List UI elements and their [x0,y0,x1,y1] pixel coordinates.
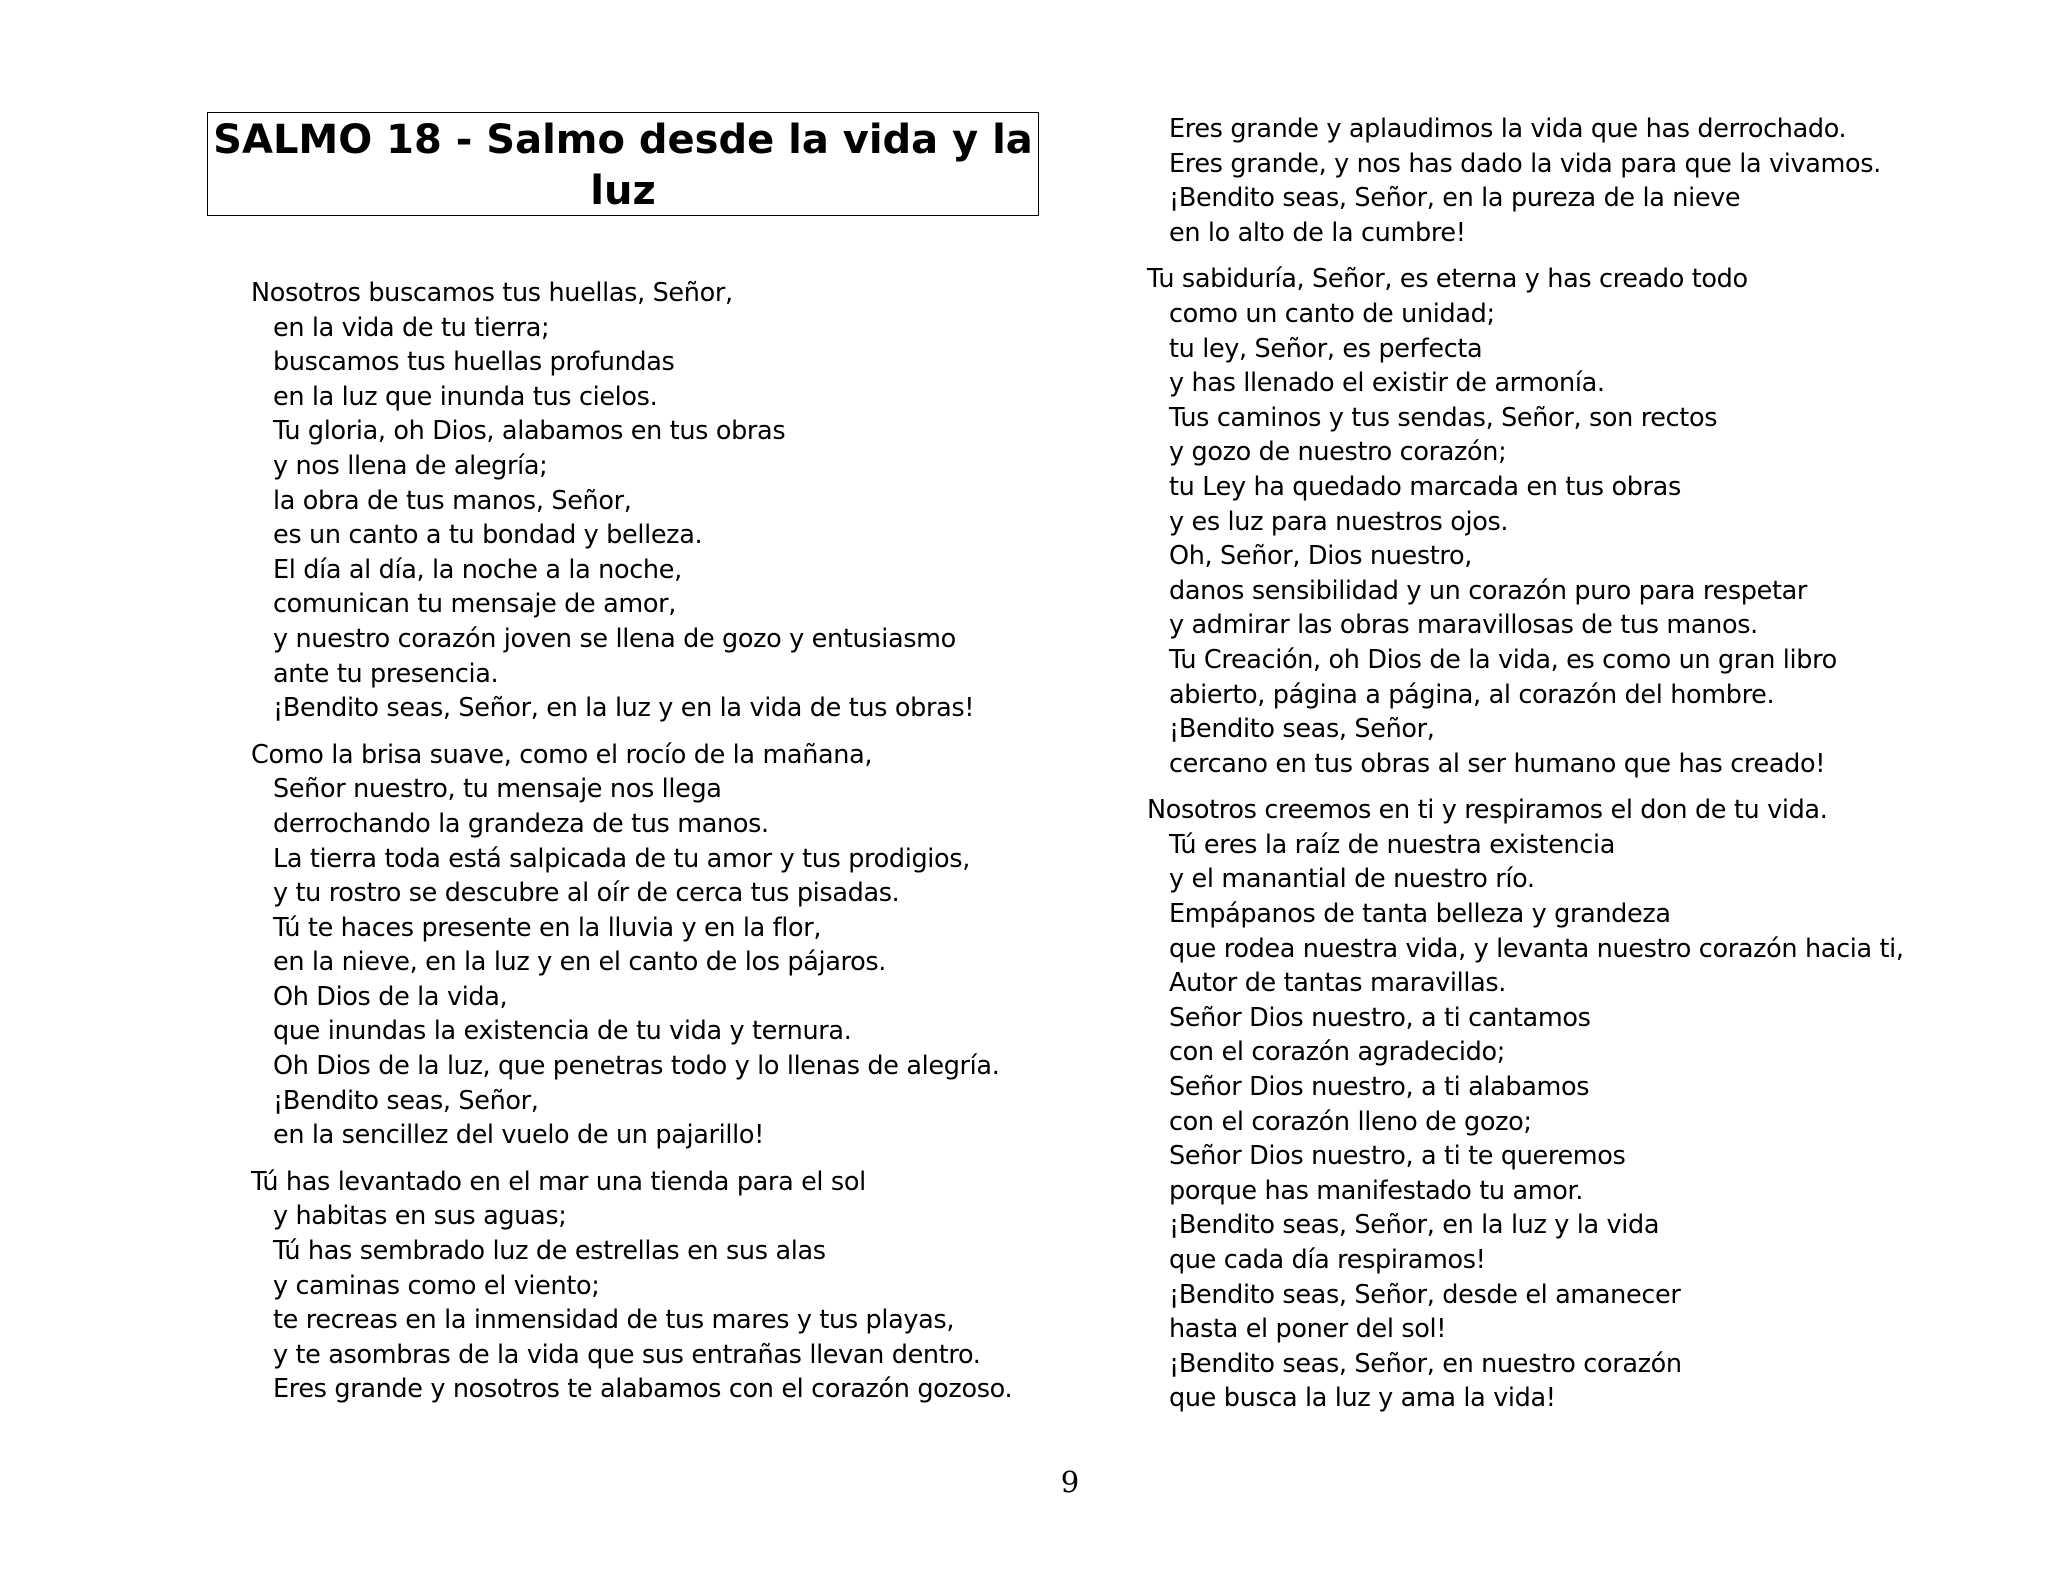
verse-line: que rodea nuestra vida, y levanta nuestro corazón hacia ti, [1169,933,1904,964]
left-column [251,276,1012,1419]
verse-line: hasta el poner del sol! [1169,1314,1447,1345]
verse-line: Tu Creación, oh Dios de la vida, es como un gran libro [1169,644,1837,675]
verse-line: Tú has levantado en el mar una tienda para el sol [251,1166,866,1197]
verse-line: Señor Dios nuestro, a ti te queremos [1169,1141,1626,1172]
page-number: 9 [1060,1465,1080,1499]
verse-line: Nosotros creemos en ti y respiramos el don de tu vida. [1147,795,1828,826]
verse-line: Nosotros buscamos tus huellas, Señor, [251,278,733,308]
verse-line: Tú te haces presente en la lluvia y en la flor, [273,912,822,943]
verse-line: La tierra toda está salpicada de tu amor y tus prodigios, [273,843,970,874]
verse-line: es un canto a tu bondad y belleza. [273,520,703,551]
verse-line: y has llenado el existir de armonía. [1169,368,1605,399]
left-stanza-1 [251,276,1012,726]
verse-line: y nos llena de alegría; [273,450,548,481]
verse-line: Empápanos de tanta belleza y grandeza [1169,899,1671,930]
verse-line: danos sensibilidad y un corazón puro para respetar [1169,575,1808,606]
verse-line: Señor nuestro, tu mensaje nos llega [273,774,722,805]
verse-line: Como la brisa suave, como el rocío de la mañana, [251,739,873,770]
verse-line: Señor Dios nuestro, a ti alabamos [1169,1072,1590,1103]
verse-line: tu Ley ha quedado marcada en tus obras [1169,471,1681,502]
verse-line: Autor de tantas maravillas. [1169,968,1507,999]
verse-line: Eres grande, y nos has dado la vida para que la vivamos. [1169,148,1881,179]
left-stanza-2 [251,738,1012,1153]
verse-line: Eres grande y nosotros te alabamos con el corazón gozoso. [273,1374,1013,1405]
verse-line: y admirar las obras maravillosas de tus manos. [1169,610,1758,641]
verse-line: en la vida de tu tierra; [273,312,550,343]
verse-line: que inundas la existencia de tu vida y ternura. [273,1016,852,1047]
verse-line: derrochando la grandeza de tus manos. [273,808,769,839]
verse-line: tu ley, Señor, es perfecta [1169,333,1483,364]
verse-line: que cada día respiramos! [1169,1245,1486,1275]
verse-line: Tú eres la raíz de nuestra existencia [1169,829,1615,860]
verse-line: Tu gloria, oh Dios, alabamos en tus obras [273,416,786,447]
left-stanza-3 [251,1165,1012,1407]
verse-line: cercano en tus obras al ser humano que has creado! [1169,748,1826,779]
verse-line: en la luz que inunda tus cielos. [273,381,658,412]
verse-line: El día al día, la noche a la noche, [273,554,682,585]
verse-line: comunican tu mensaje de amor, [273,589,677,620]
verse-line: Tú has sembrado luz de estrellas en sus alas [273,1236,826,1267]
verse-line: Tu sabiduría, Señor, es eterna y has creado todo [1147,264,1748,295]
verse-line: ¡Bendito seas, Señor, en la luz y en la vida de tus obras! [273,693,975,724]
verse-line: en lo alto de la cumbre! [1169,217,1466,248]
verse-line: y gozo de nuestro corazón; [1169,437,1507,468]
verse-line: ante tu presencia. [273,658,499,689]
verse-line: Tus caminos y tus sendas, Señor, son rectos [1169,402,1718,433]
verse-line: buscamos tus huellas profundas [273,347,675,378]
psalm-title-line-1: SALMO 18 - Salmo desde la vida y la [213,117,1033,163]
verse-line: y caminas como el viento; [273,1270,600,1301]
right-stanza-2 [1147,262,1904,781]
psalm-title-box [207,112,1039,216]
right-stanza-1 [1147,112,1904,250]
verse-line: ¡Bendito seas, Señor, [1169,714,1435,745]
verse-line: ¡Bendito seas, Señor, en la pureza de la nieve [1169,183,1741,214]
verse-line: ¡Bendito seas, Señor, en la luz y la vida [1169,1210,1660,1241]
verse-line: la obra de tus manos, Señor, [273,485,632,516]
verse-line: en la sencillez del vuelo de un pajarillo! [273,1120,764,1151]
verse-line: en la nieve, en la luz y en el canto de los pájaros. [273,947,887,978]
verse-line: te recreas en la inmensidad de tus mares y tus playas, [273,1305,955,1336]
verse-line: y tu rostro se descubre al oír de cerca tus pisadas. [273,878,900,909]
verse-line: que busca la luz y ama la vida! [1169,1383,1556,1414]
verse-line: Señor Dios nuestro, a ti cantamos [1169,1002,1591,1033]
verse-line: con el corazón lleno de gozo; [1169,1106,1532,1137]
verse-line: Oh Dios de la luz, que penetras todo y lo llenas de alegría. [273,1051,1000,1082]
verse-line: y es luz para nuestros ojos. [1169,506,1509,537]
psalm-title-line-2: luz [590,168,656,214]
verse-line: ¡Bendito seas, Señor, [273,1085,539,1116]
verse-line: abierto, página a página, al corazón del hombre. [1169,679,1775,710]
verse-line: como un canto de unidad; [1169,298,1495,329]
verse-line: Oh, Señor, Dios nuestro, [1169,541,1473,572]
verse-line: y te asombras de la vida que sus entrañas llevan dentro. [273,1339,981,1370]
verse-line: con el corazón agradecido; [1169,1037,1505,1068]
verse-line: ¡Bendito seas, Señor, en nuestro corazón [1169,1348,1682,1379]
verse-line: Oh Dios de la vida, [273,981,508,1012]
verse-line: y el manantial de nuestro río. [1169,864,1535,895]
verse-line: porque has manifestado tu amor. [1169,1175,1584,1206]
verse-line: y nuestro corazón joven se llena de gozo y entusiasmo [273,623,956,654]
verse-line: ¡Bendito seas, Señor, desde el amanecer [1169,1279,1681,1310]
verse-line: y habitas en sus aguas; [273,1201,567,1232]
verse-line: Eres grande y aplaudimos la vida que has derrochado. [1169,114,1847,144]
right-column [1147,112,1904,1428]
right-stanza-3 [1147,793,1904,1416]
